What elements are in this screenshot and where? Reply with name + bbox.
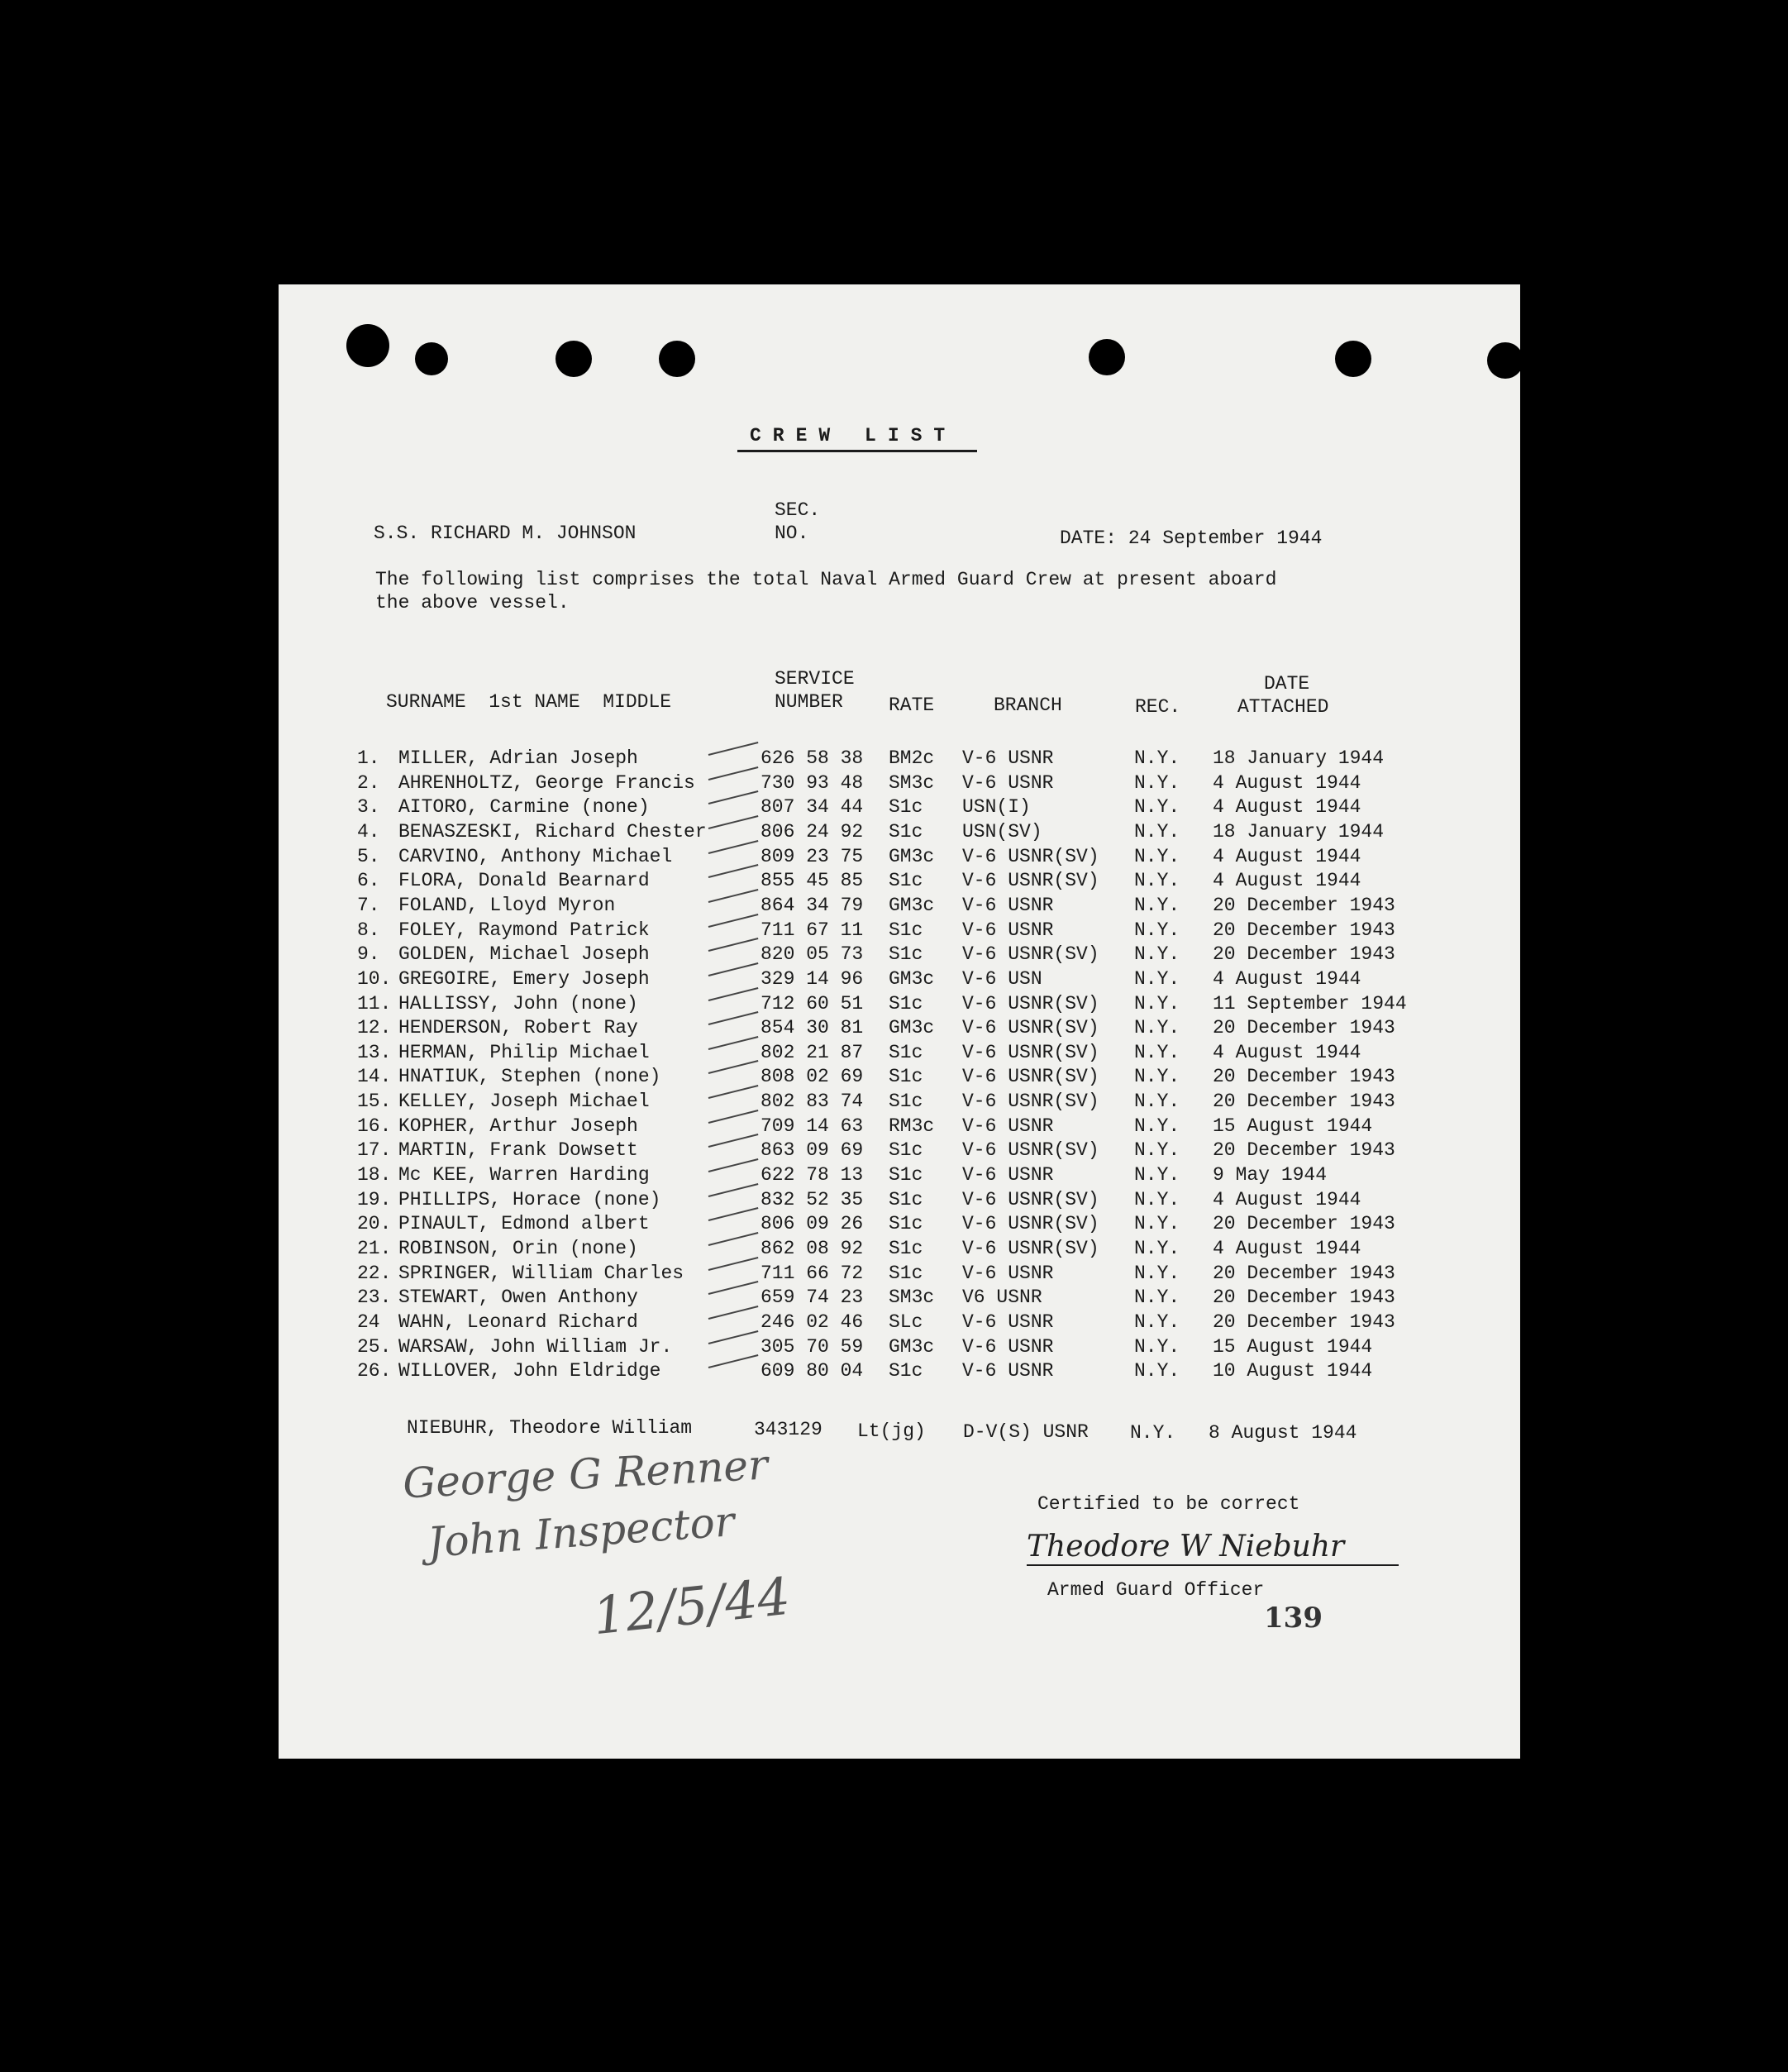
crew-rec: N.Y. xyxy=(1134,796,1180,818)
crew-number: 10. xyxy=(357,968,392,990)
crew-service-number: 626 58 38 xyxy=(760,747,864,769)
crew-branch: V-6 USN xyxy=(962,968,1042,990)
header-rec: REC. xyxy=(1135,696,1181,718)
crew-rec: N.Y. xyxy=(1134,1238,1180,1259)
crew-rate: S1c xyxy=(889,1213,923,1234)
crew-rate: S1c xyxy=(889,1189,923,1210)
crew-name: PINAULT, Edmond albert xyxy=(398,1213,650,1234)
crew-rec: N.Y. xyxy=(1134,846,1180,867)
crew-rate: GM3c xyxy=(889,895,935,916)
crew-rec: N.Y. xyxy=(1134,943,1180,965)
crew-number: 22. xyxy=(357,1263,392,1284)
crew-date-attached: 11 September 1944 xyxy=(1213,993,1407,1015)
header-date-bottom: ATTACHED xyxy=(1237,696,1329,718)
check-mark xyxy=(708,1183,759,1197)
crew-name: STEWART, Owen Anthony xyxy=(398,1287,638,1308)
crew-rate: GM3c xyxy=(889,846,935,867)
crew-branch: V-6 USNR xyxy=(962,1360,1054,1382)
officer-service-number: 343129 xyxy=(754,1419,822,1440)
crew-rate: S1c xyxy=(889,870,923,891)
crew-service-number: 864 34 79 xyxy=(760,895,864,916)
handwritten-title: John Inspector xyxy=(426,1497,737,1567)
crew-service-number: 854 30 81 xyxy=(760,1017,864,1038)
crew-name: SPRINGER, William Charles xyxy=(398,1263,684,1284)
crew-rec: N.Y. xyxy=(1134,1263,1180,1284)
crew-date-attached: 4 August 1944 xyxy=(1213,870,1361,891)
crew-branch: V-6 USNR(SV) xyxy=(962,846,1099,867)
crew-rec: N.Y. xyxy=(1134,1139,1180,1161)
crew-branch: V-6 USNR xyxy=(962,895,1054,916)
check-mark xyxy=(708,889,759,903)
crew-date-attached: 20 December 1943 xyxy=(1213,1263,1395,1284)
crew-date-attached: 20 December 1943 xyxy=(1213,895,1395,916)
punch-hole xyxy=(415,342,448,375)
crew-number: 18. xyxy=(357,1164,392,1186)
crew-number: 26. xyxy=(357,1360,392,1382)
crew-name: KOPHER, Arthur Joseph xyxy=(398,1115,638,1137)
crew-name: FLORA, Donald Bearnard xyxy=(398,870,650,891)
crew-service-number: 622 78 13 xyxy=(760,1164,864,1186)
crew-branch: V-6 USNR xyxy=(962,747,1054,769)
crew-service-number: 712 60 51 xyxy=(760,993,864,1015)
crew-branch: V-6 USNR(SV) xyxy=(962,1189,1099,1210)
crew-date-attached: 4 August 1944 xyxy=(1213,846,1361,867)
header-date-top: DATE xyxy=(1264,673,1310,695)
crew-rate: S1c xyxy=(889,943,923,965)
punch-hole xyxy=(1487,342,1520,379)
header-rate: RATE xyxy=(889,695,935,716)
crew-branch: V-6 USNR(SV) xyxy=(962,870,1099,891)
crew-name: HNATIUK, Stephen (none) xyxy=(398,1066,661,1087)
crew-branch: V-6 USNR(SV) xyxy=(962,993,1099,1015)
crew-name: GREGOIRE, Emery Joseph xyxy=(398,968,650,990)
intro-line-1: The following list comprises the total Naval Armed Guard Crew at present aboard xyxy=(375,569,1277,590)
crew-rec: N.Y. xyxy=(1134,747,1180,769)
crew-name: WILLOVER, John Eldridge xyxy=(398,1360,661,1382)
crew-name: BENASZESKI, Richard Chester xyxy=(398,821,707,843)
crew-rate: S1c xyxy=(889,919,923,941)
check-mark xyxy=(708,790,759,804)
crew-service-number: 305 70 59 xyxy=(760,1336,864,1358)
check-mark xyxy=(708,1036,759,1050)
crew-date-attached: 15 August 1944 xyxy=(1213,1336,1373,1358)
crew-rec: N.Y. xyxy=(1134,1017,1180,1038)
crew-date-attached: 10 August 1944 xyxy=(1213,1360,1373,1382)
check-mark xyxy=(708,938,759,952)
crew-date-attached: 9 May 1944 xyxy=(1213,1164,1328,1186)
handwritten-name: George G Renner xyxy=(401,1440,770,1508)
crew-number: 13. xyxy=(357,1042,392,1063)
crew-rate: RM3c xyxy=(889,1115,935,1137)
crew-branch: V-6 USNR(SV) xyxy=(962,1213,1099,1234)
crew-date-attached: 20 December 1943 xyxy=(1213,1066,1395,1087)
crew-number: 7. xyxy=(357,895,380,916)
punch-hole xyxy=(555,341,592,377)
crew-service-number: 802 21 87 xyxy=(760,1042,864,1063)
crew-number: 17. xyxy=(357,1139,392,1161)
crew-rec: N.Y. xyxy=(1134,1091,1180,1112)
crew-number: 1. xyxy=(357,747,380,769)
crew-rate: S1c xyxy=(889,796,923,818)
crew-rate: S1c xyxy=(889,1360,923,1382)
crew-name: HALLISSY, John (none) xyxy=(398,993,638,1015)
crew-number: 19. xyxy=(357,1189,392,1210)
signature-line xyxy=(1027,1564,1399,1566)
crew-rate: S1c xyxy=(889,1263,923,1284)
crew-rate: SLc xyxy=(889,1311,923,1333)
crew-branch: V-6 USNR xyxy=(962,1336,1054,1358)
crew-name: MILLER, Adrian Joseph xyxy=(398,747,638,769)
crew-number: 12. xyxy=(357,1017,392,1038)
crew-name: FOLAND, Lloyd Myron xyxy=(398,895,616,916)
punch-hole xyxy=(346,324,389,367)
crew-service-number: 709 14 63 xyxy=(760,1115,864,1137)
check-mark xyxy=(708,1207,759,1221)
vessel-name: S.S. RICHARD M. JOHNSON xyxy=(374,523,637,544)
intro-line-2: the above vessel. xyxy=(375,592,570,613)
crew-date-attached: 18 January 1944 xyxy=(1213,821,1385,843)
crew-date-attached: 20 December 1943 xyxy=(1213,1311,1395,1333)
crew-date-attached: 20 December 1943 xyxy=(1213,1213,1395,1234)
crew-name: MARTIN, Frank Dowsett xyxy=(398,1139,638,1161)
crew-name: WARSAW, John William Jr. xyxy=(398,1336,673,1358)
crew-number: 4. xyxy=(357,821,380,843)
crew-branch: V-6 USNR(SV) xyxy=(962,1091,1099,1112)
crew-name: Mc KEE, Warren Harding xyxy=(398,1164,650,1186)
crew-number: 23. xyxy=(357,1287,392,1308)
officer-signature: Theodore W Niebuhr xyxy=(1027,1530,1345,1564)
crew-number: 24 xyxy=(357,1311,380,1333)
crew-date-attached: 4 August 1944 xyxy=(1213,772,1361,794)
crew-name: ROBINSON, Orin (none) xyxy=(398,1238,638,1259)
check-mark xyxy=(708,815,759,829)
crew-service-number: 802 83 74 xyxy=(760,1091,864,1112)
crew-service-number: 246 02 46 xyxy=(760,1311,864,1333)
check-mark xyxy=(708,914,759,928)
crew-name: FOLEY, Raymond Patrick xyxy=(398,919,650,941)
crew-service-number: 806 24 92 xyxy=(760,821,864,843)
crew-branch: USN(SV) xyxy=(962,821,1042,843)
crew-number: 6. xyxy=(357,870,380,891)
crew-rate: S1c xyxy=(889,821,923,843)
document-title: CREW LIST xyxy=(750,425,957,446)
title-underline xyxy=(737,450,977,452)
crew-date-attached: 20 December 1943 xyxy=(1213,919,1395,941)
crew-name: KELLEY, Joseph Michael xyxy=(398,1091,650,1112)
crew-date-attached: 20 December 1943 xyxy=(1213,943,1395,965)
crew-service-number: 806 09 26 xyxy=(760,1213,864,1234)
crew-rec: N.Y. xyxy=(1134,993,1180,1015)
crew-rec: N.Y. xyxy=(1134,1213,1180,1234)
officer-rec: N.Y. xyxy=(1130,1422,1176,1444)
page-number: 139 xyxy=(1264,1602,1323,1635)
check-mark xyxy=(708,864,759,878)
crew-rate: S1c xyxy=(889,1139,923,1161)
check-mark xyxy=(708,1330,759,1344)
crew-number: 5. xyxy=(357,846,380,867)
crew-service-number: 832 52 35 xyxy=(760,1189,864,1210)
crew-rec: N.Y. xyxy=(1134,1189,1180,1210)
crew-date-attached: 4 August 1944 xyxy=(1213,796,1361,818)
crew-number: 14. xyxy=(357,1066,392,1087)
check-mark xyxy=(708,1134,759,1148)
crew-date-attached: 4 August 1944 xyxy=(1213,1189,1361,1210)
check-mark xyxy=(708,742,759,756)
crew-name: GOLDEN, Michael Joseph xyxy=(398,943,650,965)
handwritten-date: 12/5/44 xyxy=(589,1565,794,1647)
check-mark xyxy=(708,1110,759,1124)
header-service-top: SERVICE xyxy=(775,668,855,690)
punch-hole xyxy=(1089,339,1125,375)
officer-date-attached: 8 August 1944 xyxy=(1209,1422,1357,1444)
crew-branch: V-6 USNR xyxy=(962,1164,1054,1186)
crew-service-number: 863 09 69 xyxy=(760,1139,864,1161)
crew-date-attached: 4 August 1944 xyxy=(1213,1042,1361,1063)
crew-date-attached: 18 January 1944 xyxy=(1213,747,1385,769)
crew-service-number: 609 80 04 xyxy=(760,1360,864,1382)
crew-rate: S1c xyxy=(889,1066,923,1087)
crew-rate: GM3c xyxy=(889,968,935,990)
check-mark xyxy=(708,1306,759,1320)
crew-branch: V-6 USNR(SV) xyxy=(962,1238,1099,1259)
crew-service-number: 711 66 72 xyxy=(760,1263,864,1284)
crew-date-attached: 20 December 1943 xyxy=(1213,1091,1395,1112)
sec-label: SEC. xyxy=(775,499,821,521)
crew-service-number: 809 23 75 xyxy=(760,846,864,867)
crew-name: WAHN, Leonard Richard xyxy=(398,1311,638,1333)
crew-branch: V-6 USNR xyxy=(962,919,1054,941)
crew-branch: V-6 USNR(SV) xyxy=(962,943,1099,965)
crew-rate: S1c xyxy=(889,993,923,1015)
check-mark xyxy=(708,1011,759,1025)
crew-rate: GM3c xyxy=(889,1336,935,1358)
check-mark xyxy=(708,1158,759,1172)
crew-rate: S1c xyxy=(889,1091,923,1112)
punch-hole xyxy=(659,341,695,377)
crew-branch: V-6 USNR(SV) xyxy=(962,1042,1099,1063)
crew-date-attached: 4 August 1944 xyxy=(1213,1238,1361,1259)
crew-date-attached: 20 December 1943 xyxy=(1213,1287,1395,1308)
crew-service-number: 862 08 92 xyxy=(760,1238,864,1259)
check-mark xyxy=(708,1354,759,1368)
crew-number: 9. xyxy=(357,943,380,965)
punch-hole xyxy=(1335,341,1371,377)
crew-rec: N.Y. xyxy=(1134,1066,1180,1087)
crew-name: PHILLIPS, Horace (none) xyxy=(398,1189,661,1210)
crew-branch: V-6 USNR xyxy=(962,1263,1054,1284)
crew-service-number: 807 34 44 xyxy=(760,796,864,818)
crew-rec: N.Y. xyxy=(1134,1311,1180,1333)
no-label: NO. xyxy=(775,523,809,544)
crew-rec: N.Y. xyxy=(1134,821,1180,843)
check-mark xyxy=(708,962,759,976)
officer-branch: D-V(S) USNR xyxy=(963,1421,1089,1443)
crew-service-number: 659 74 23 xyxy=(760,1287,864,1308)
crew-rec: N.Y. xyxy=(1134,919,1180,941)
crew-service-number: 855 45 85 xyxy=(760,870,864,891)
crew-rate: BM2c xyxy=(889,747,935,769)
crew-rec: N.Y. xyxy=(1134,895,1180,916)
crew-number: 2. xyxy=(357,772,380,794)
crew-branch: V-6 USNR xyxy=(962,1115,1054,1137)
crew-number: 25. xyxy=(357,1336,392,1358)
crew-name: AITORO, Carmine (none) xyxy=(398,796,650,818)
signature-title: Armed Guard Officer xyxy=(1047,1579,1265,1601)
crew-rec: N.Y. xyxy=(1134,1164,1180,1186)
crew-number: 8. xyxy=(357,919,380,941)
crew-date-attached: 20 December 1943 xyxy=(1213,1017,1395,1038)
crew-branch: V-6 USNR(SV) xyxy=(962,1139,1099,1161)
crew-service-number: 820 05 73 xyxy=(760,943,864,965)
crew-rec: N.Y. xyxy=(1134,772,1180,794)
crew-service-number: 329 14 96 xyxy=(760,968,864,990)
crew-rec: N.Y. xyxy=(1134,1115,1180,1137)
crew-service-number: 808 02 69 xyxy=(760,1066,864,1087)
crew-rate: S1c xyxy=(889,1042,923,1063)
check-mark xyxy=(708,1281,759,1295)
header-service-bottom: NUMBER xyxy=(775,691,843,713)
crew-branch: V-6 USNR xyxy=(962,772,1054,794)
crew-rec: N.Y. xyxy=(1134,870,1180,891)
check-mark xyxy=(708,840,759,854)
crew-branch: V-6 USNR xyxy=(962,1311,1054,1333)
crew-date-attached: 20 December 1943 xyxy=(1213,1139,1395,1161)
crew-number: 16. xyxy=(357,1115,392,1137)
crew-branch: V-6 USNR(SV) xyxy=(962,1066,1099,1087)
crew-number: 15. xyxy=(357,1091,392,1112)
certified-statement: Certified to be correct xyxy=(1037,1493,1300,1515)
document-page xyxy=(279,284,1520,1759)
crew-date-attached: 15 August 1944 xyxy=(1213,1115,1373,1137)
crew-name: HENDERSON, Robert Ray xyxy=(398,1017,638,1038)
crew-branch: V-6 USNR(SV) xyxy=(962,1017,1099,1038)
crew-name: AHRENHOLTZ, George Francis xyxy=(398,772,695,794)
check-mark xyxy=(708,766,759,781)
crew-number: 3. xyxy=(357,796,380,818)
crew-rec: N.Y. xyxy=(1134,1336,1180,1358)
crew-branch: V6 USNR xyxy=(962,1287,1042,1308)
check-mark xyxy=(708,1257,759,1271)
crew-rec: N.Y. xyxy=(1134,1360,1180,1382)
crew-rate: S1c xyxy=(889,1238,923,1259)
crew-service-number: 711 67 11 xyxy=(760,919,864,941)
crew-name: HERMAN, Philip Michael xyxy=(398,1042,650,1063)
crew-rec: N.Y. xyxy=(1134,1042,1180,1063)
crew-name: CARVINO, Anthony Michael xyxy=(398,846,673,867)
crew-rec: N.Y. xyxy=(1134,968,1180,990)
crew-rate: S1c xyxy=(889,1164,923,1186)
crew-date-attached: 4 August 1944 xyxy=(1213,968,1361,990)
header-surname: SURNAME 1st NAME MIDDLE xyxy=(386,691,672,713)
check-mark xyxy=(708,1085,759,1099)
header-branch: BRANCH xyxy=(994,695,1062,716)
crew-number: 11. xyxy=(357,993,392,1015)
crew-rate: GM3c xyxy=(889,1017,935,1038)
officer-rate: Lt(jg) xyxy=(857,1420,926,1442)
crew-branch: USN(I) xyxy=(962,796,1031,818)
crew-rate: SM3c xyxy=(889,772,935,794)
crew-rate: SM3c xyxy=(889,1287,935,1308)
crew-service-number: 730 93 48 xyxy=(760,772,864,794)
check-mark xyxy=(708,1060,759,1074)
crew-number: 20. xyxy=(357,1213,392,1234)
officer-name: NIEBUHR, Theodore William xyxy=(407,1417,693,1439)
check-mark xyxy=(708,1232,759,1246)
crew-rec: N.Y. xyxy=(1134,1287,1180,1308)
document-date: DATE: 24 September 1944 xyxy=(1060,528,1323,549)
check-mark xyxy=(708,987,759,1001)
crew-number: 21. xyxy=(357,1238,392,1259)
